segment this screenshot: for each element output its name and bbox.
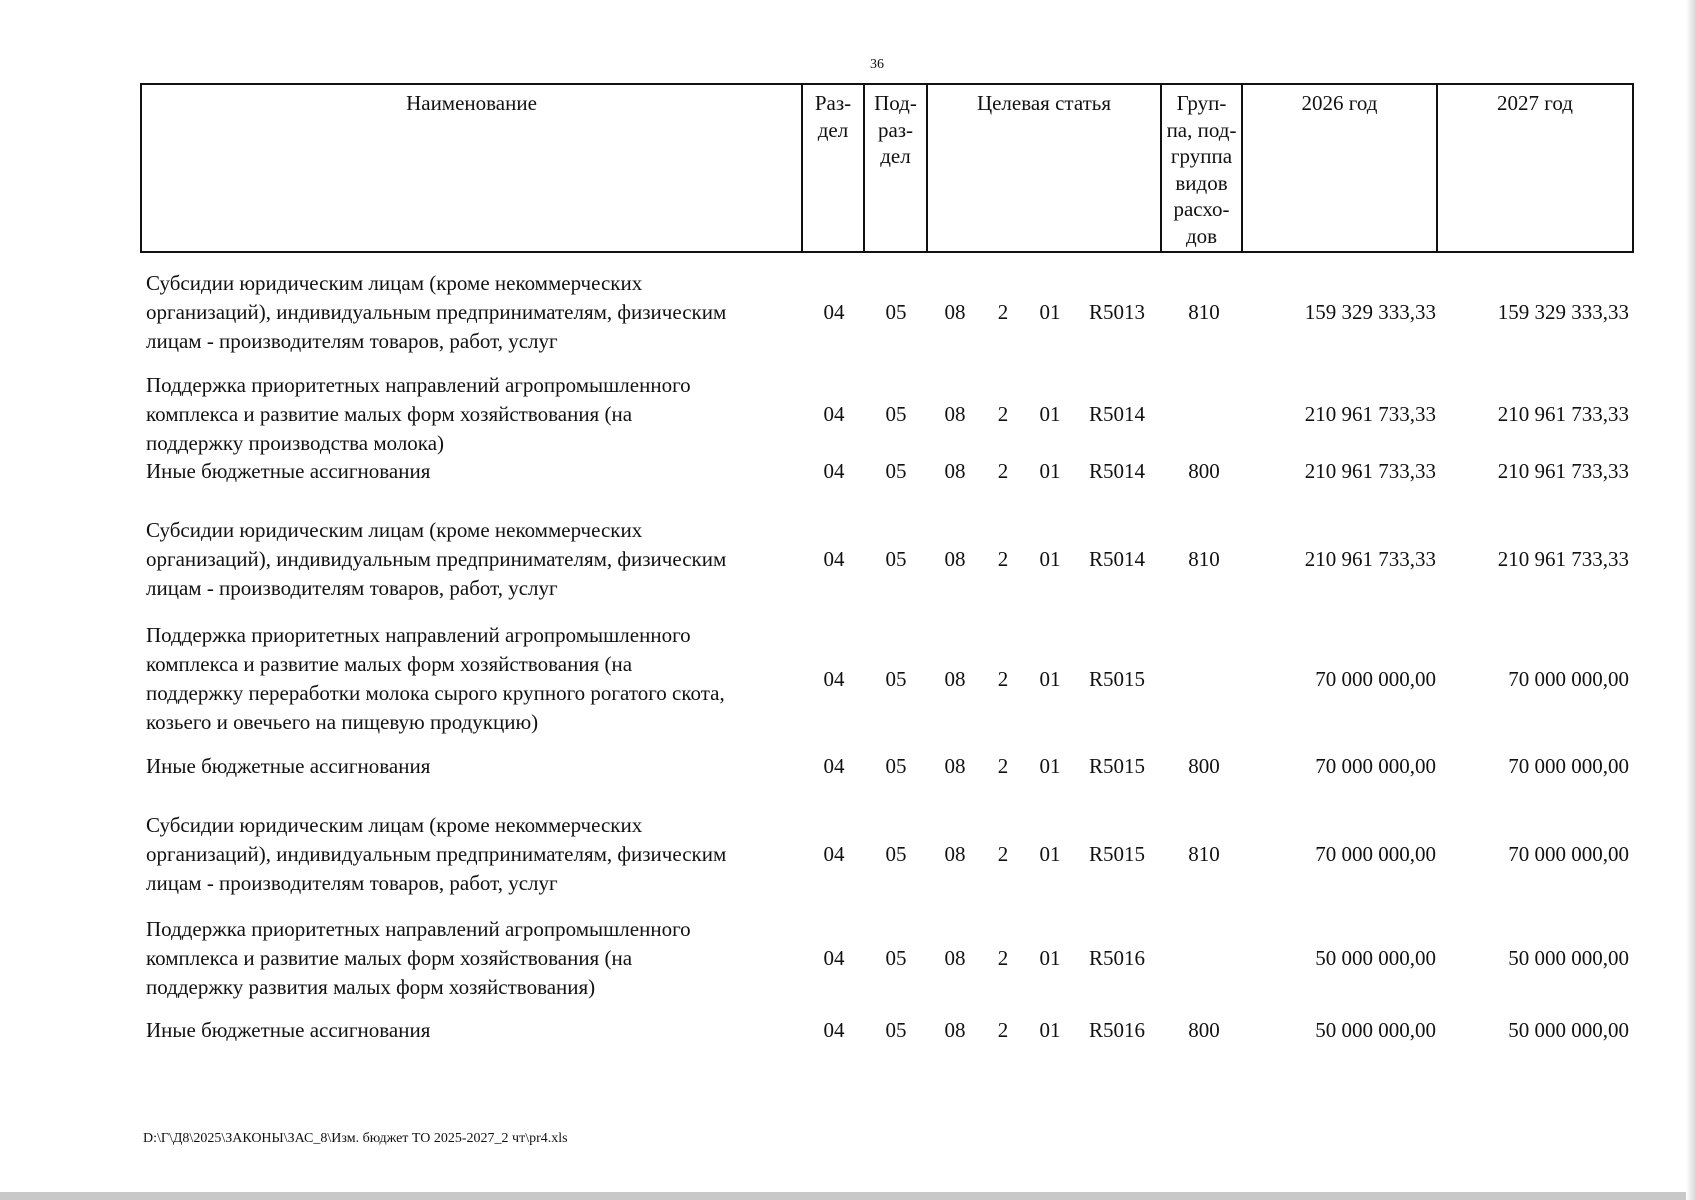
page-number: 36 bbox=[870, 57, 884, 72]
row-values bbox=[0, 545, 1696, 574]
row-amount-2027: 159 329 333,33 bbox=[1497, 300, 1629, 324]
row-expense-group: 800 bbox=[1188, 1018, 1220, 1042]
row-amount-2026: 70 000 000,00 bbox=[1315, 754, 1436, 778]
row-target-program: 08 bbox=[944, 754, 966, 778]
table-row bbox=[0, 811, 1696, 898]
row-name-line: лицам - производителям товаров, работ, услуг bbox=[146, 576, 558, 600]
row-name-line: козьего и овечьего на пищевую продукцию) bbox=[146, 710, 539, 734]
row-name-line: комплекса и развитие малых форм хозяйствования (на bbox=[146, 652, 633, 676]
header-podrazdel bbox=[865, 85, 928, 251]
table-row bbox=[0, 621, 1696, 737]
row-razdel: 04 bbox=[823, 842, 845, 866]
row-razdel: 04 bbox=[823, 300, 845, 324]
row-target-main-event: 01 bbox=[1039, 402, 1061, 426]
row-target-subprogram: 2 bbox=[997, 300, 1009, 324]
row-target-direction: R5014 bbox=[1089, 402, 1146, 426]
row-razdel: 04 bbox=[823, 666, 845, 691]
row-name-line: организаций), индивидуальным предпринимателям, физическим bbox=[146, 547, 727, 571]
row-razdel: 04 bbox=[823, 402, 845, 426]
row-amount-2026: 159 329 333,33 bbox=[1304, 300, 1436, 324]
row-amount-2027: 70 000 000,00 bbox=[1508, 754, 1629, 778]
row-amount-2026: 70 000 000,00 bbox=[1315, 666, 1436, 691]
page-edge-shadow bbox=[1686, 0, 1696, 1200]
row-podrazdel: 05 bbox=[885, 946, 907, 970]
row-amount-2027: 50 000 000,00 bbox=[1508, 946, 1629, 970]
row-expense-group: 800 bbox=[1188, 459, 1220, 483]
table-header bbox=[140, 83, 1634, 253]
row-amount-2026: 210 961 733,33 bbox=[1304, 402, 1436, 426]
row-amount-2026: 210 961 733,33 bbox=[1304, 459, 1436, 483]
row-name-line: Иные бюджетные ассигнования bbox=[146, 459, 431, 483]
row-name-line: комплекса и развитие малых форм хозяйствования (на bbox=[146, 946, 633, 970]
row-target-subprogram: 2 bbox=[997, 842, 1009, 866]
row-target-main-event: 01 bbox=[1039, 459, 1061, 483]
table-row bbox=[0, 457, 1696, 486]
row-amount-2026: 50 000 000,00 bbox=[1315, 946, 1436, 970]
header-podrazdel-line: раз- bbox=[877, 117, 914, 142]
row-podrazdel: 05 bbox=[885, 754, 907, 778]
row-name-line: организаций), индивидуальным предпринимателям, физическим bbox=[146, 300, 727, 324]
row-amount-2027: 210 961 733,33 bbox=[1497, 402, 1629, 426]
header-group-line: видов bbox=[1175, 170, 1228, 195]
row-podrazdel: 05 bbox=[885, 842, 907, 866]
row-podrazdel: 05 bbox=[885, 547, 907, 571]
row-target-subprogram: 2 bbox=[997, 754, 1009, 778]
row-target-subprogram: 2 bbox=[997, 946, 1009, 970]
header-group-line: дов bbox=[1185, 223, 1218, 248]
row-name-line: Субсидии юридическим лицам (кроме некоммерческих bbox=[146, 518, 643, 542]
table-row bbox=[0, 516, 1696, 603]
row-name-line: Поддержка приоритетных направлений агропромышленного bbox=[146, 917, 691, 941]
row-values bbox=[0, 665, 1696, 694]
row-podrazdel: 05 bbox=[885, 300, 907, 324]
row-name-line: Субсидии юридическим лицам (кроме некоммерческих bbox=[146, 813, 643, 837]
row-target-program: 08 bbox=[944, 1018, 966, 1042]
row-amount-2027: 210 961 733,33 bbox=[1497, 459, 1629, 483]
row-target-main-event: 01 bbox=[1039, 946, 1061, 970]
row-expense-group: 810 bbox=[1188, 300, 1220, 324]
row-values bbox=[0, 400, 1696, 429]
row-target-program: 08 bbox=[944, 402, 966, 426]
row-amount-2026: 210 961 733,33 bbox=[1304, 547, 1436, 571]
row-target-program: 08 bbox=[944, 946, 966, 970]
row-values bbox=[0, 840, 1696, 869]
row-name-line: лицам - производителям товаров, работ, услуг bbox=[146, 329, 558, 353]
row-name-line: Иные бюджетные ассигнования bbox=[146, 754, 431, 778]
row-amount-2027: 70 000 000,00 bbox=[1508, 666, 1629, 691]
row-amount-2027: 70 000 000,00 bbox=[1508, 842, 1629, 866]
header-group-line: па, под- bbox=[1166, 117, 1237, 142]
row-name-line: Иные бюджетные ассигнования bbox=[146, 1018, 431, 1042]
row-amount-2027: 50 000 000,00 bbox=[1508, 1018, 1629, 1042]
bottom-scroll-area bbox=[0, 1192, 1696, 1200]
row-target-main-event: 01 bbox=[1039, 1018, 1061, 1042]
row-target-direction: R5015 bbox=[1089, 842, 1146, 866]
row-values bbox=[0, 944, 1696, 973]
row-name-line: Поддержка приоритетных направлений агропромышленного bbox=[146, 373, 691, 397]
row-name-line: поддержку производства молока) bbox=[146, 431, 445, 455]
row-target-direction: R5014 bbox=[1089, 459, 1146, 483]
header-podrazdel-line: дел bbox=[880, 144, 911, 168]
table-row bbox=[0, 371, 1696, 458]
row-target-subprogram: 2 bbox=[997, 459, 1009, 483]
row-target-direction: R5016 bbox=[1089, 1018, 1146, 1042]
row-values bbox=[0, 752, 1696, 781]
header-year-2026: 2026 год bbox=[1243, 85, 1438, 251]
row-expense-group: 810 bbox=[1188, 842, 1220, 866]
row-name-line: поддержку развития малых форм хозяйствования) bbox=[146, 975, 596, 999]
row-target-program: 08 bbox=[944, 547, 966, 571]
row-values bbox=[0, 457, 1696, 486]
row-target-direction: R5015 bbox=[1089, 666, 1146, 691]
row-target-direction: R5013 bbox=[1089, 300, 1146, 324]
row-name-line: Поддержка приоритетных направлений агропромышленного bbox=[146, 623, 691, 647]
header-group bbox=[1162, 85, 1243, 251]
row-values bbox=[0, 1016, 1696, 1045]
row-amount-2027: 210 961 733,33 bbox=[1497, 547, 1629, 571]
row-razdel: 04 bbox=[823, 754, 845, 778]
header-name: Наименование bbox=[142, 85, 803, 251]
table-row bbox=[0, 752, 1696, 781]
table-row bbox=[0, 269, 1696, 356]
header-razdel-line: Раз- bbox=[814, 91, 852, 115]
header-group-line: Груп- bbox=[1176, 91, 1227, 115]
header-razdel-line: дел bbox=[817, 117, 849, 142]
file-path-footer: D:\Г\Д8\2025\ЗАКОНЫ\ЗАС_8\Изм. бюджет ТО 2025-2027_2 чт\pr4.xls bbox=[143, 1131, 568, 1146]
row-razdel: 04 bbox=[823, 1018, 845, 1042]
row-amount-2026: 50 000 000,00 bbox=[1315, 1018, 1436, 1042]
row-razdel: 04 bbox=[823, 946, 845, 970]
row-target-program: 08 bbox=[944, 842, 966, 866]
row-name-line: комплекса и развитие малых форм хозяйствования (на bbox=[146, 402, 633, 426]
row-name-line: поддержку переработки молока сырого крупного рогатого скота, bbox=[146, 681, 725, 705]
row-razdel: 04 bbox=[823, 459, 845, 483]
header-podrazdel-line: Под- bbox=[874, 91, 917, 115]
row-target-direction: R5014 bbox=[1089, 547, 1146, 571]
row-expense-group: 800 bbox=[1188, 754, 1220, 778]
row-target-program: 08 bbox=[944, 666, 966, 691]
row-target-main-event: 01 bbox=[1039, 300, 1061, 324]
row-podrazdel: 05 bbox=[885, 402, 907, 426]
row-razdel: 04 bbox=[823, 547, 845, 571]
row-amount-2026: 70 000 000,00 bbox=[1315, 842, 1436, 866]
row-values bbox=[0, 298, 1696, 327]
row-target-subprogram: 2 bbox=[997, 666, 1009, 691]
row-target-subprogram: 2 bbox=[997, 1018, 1009, 1042]
row-target-program: 08 bbox=[944, 300, 966, 324]
row-name-line: Субсидии юридическим лицам (кроме некоммерческих bbox=[146, 271, 643, 295]
header-group-line: расхо- bbox=[1173, 197, 1230, 221]
row-target-direction: R5016 bbox=[1089, 946, 1146, 970]
row-name-line: лицам - производителям товаров, работ, услуг bbox=[146, 871, 558, 895]
table-row bbox=[0, 1016, 1696, 1045]
header-razdel bbox=[803, 85, 865, 251]
header-group-line: группа bbox=[1170, 144, 1233, 168]
row-podrazdel: 05 bbox=[885, 459, 907, 483]
row-target-program: 08 bbox=[944, 459, 966, 483]
row-target-main-event: 01 bbox=[1039, 754, 1061, 778]
row-expense-group: 810 bbox=[1188, 547, 1220, 571]
row-target-main-event: 01 bbox=[1039, 666, 1061, 691]
row-target-direction: R5015 bbox=[1089, 754, 1146, 778]
row-podrazdel: 05 bbox=[885, 666, 907, 691]
row-target-subprogram: 2 bbox=[997, 402, 1009, 426]
row-target-main-event: 01 bbox=[1039, 547, 1061, 571]
row-name-line: организаций), индивидуальным предпринимателям, физическим bbox=[146, 842, 727, 866]
header-target: Целевая статья bbox=[928, 85, 1162, 251]
table-row bbox=[0, 915, 1696, 1002]
row-podrazdel: 05 bbox=[885, 1018, 907, 1042]
row-target-main-event: 01 bbox=[1039, 842, 1061, 866]
row-target-subprogram: 2 bbox=[997, 547, 1009, 571]
header-year-2027: 2027 год bbox=[1497, 91, 1573, 115]
